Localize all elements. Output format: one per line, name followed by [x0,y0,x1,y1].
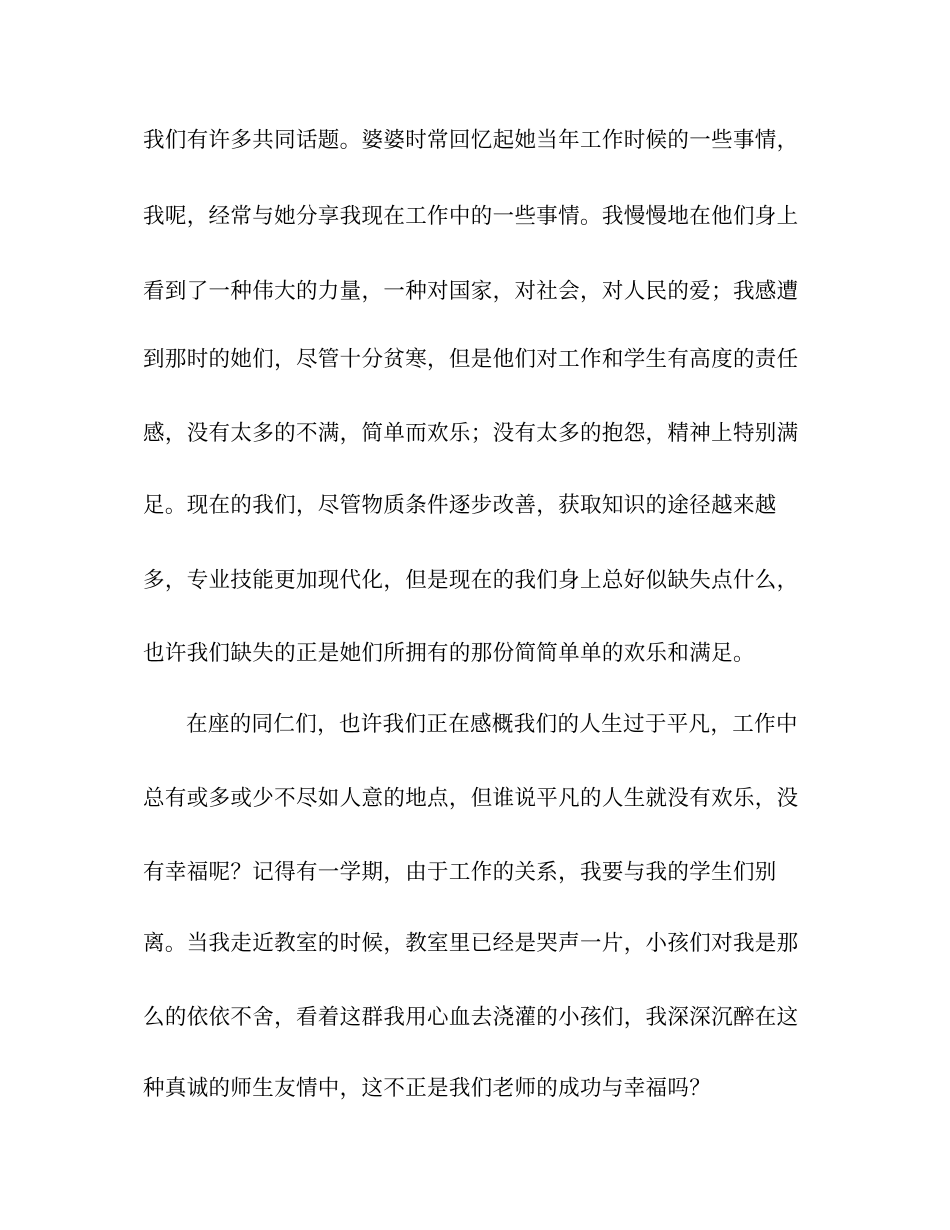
text-line: 总有或多或少不尽如人意的地点，但谁说平凡的人生就没有欢乐，没 [143,786,799,811]
paragraph-first-line: 在座的同仁们，也许我们正在感概我们的人生过于平凡，工作中 [186,712,798,737]
text-line: 离。当我走近教室的时候，教室里已经是哭声一片，小孩们对我是那 [143,931,799,956]
text-line: 看到了一种伟大的力量，一种对国家，对社会，对人民的爱；我感遭 [143,279,799,304]
text-line: 到那时的她们，尽管十分贫寒，但是他们对工作和学生有高度的责任 [143,347,799,372]
text-line: 我们有许多共同话题。婆婆时常回忆起她当年工作时候的一些事情， [143,128,799,153]
text-line: 也许我们缺失的正是她们所拥有的那份简简单单的欢乐和满足。 [143,641,755,666]
text-line: 么的依依不舍，看着这群我用心血去浇灌的小孩们，我深深沉醉在这 [143,1005,799,1030]
text-line: 种真诚的师生友情中，这不正是我们老师的成功与幸福吗？ [143,1076,712,1101]
text-line: 多，专业技能更加现代化，但是现在的我们身上总好似缺失点什么， [143,568,799,593]
text-line: 足。现在的我们，尽管物质条件逐步改善，获取知识的途径越来越 [143,493,777,518]
text-line: 有幸福呢？记得有一学期，由于工作的关系，我要与我的学生们别 [143,860,777,885]
text-line: 我呢，经常与她分享我现在工作中的一些事情。我慢慢地在他们身上 [143,204,799,229]
text-line: 感，没有太多的不满，简单而欢乐；没有太多的抱怨，精神上特别满 [143,421,799,446]
